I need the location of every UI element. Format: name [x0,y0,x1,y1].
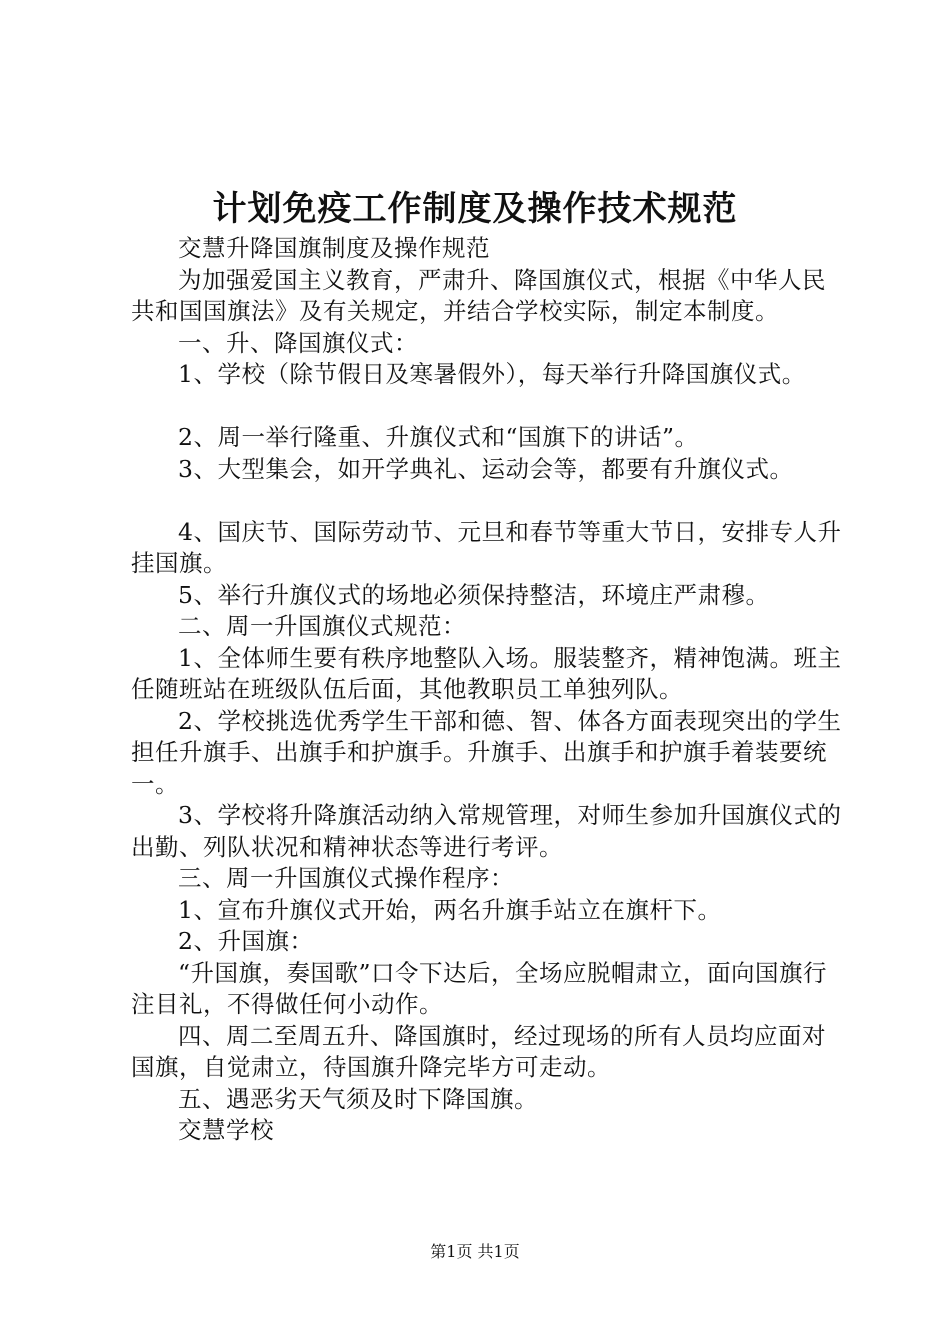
paragraph-item: 3、大型集会，如开学典礼、运动会等，都要有升旗仪式。 [178,454,794,483]
paragraph-item: 1、宣布升旗仪式开始，两名升旗手站立在旗杆下。 [178,895,722,924]
document-body [131,233,843,1147]
signature-school-name: 交慧学校 [178,1116,274,1144]
document-title: 计划免疫工作制度及操作技术规范 [212,189,738,229]
paragraph-item: 2、周一举行隆重、升旗仪式和“国旗下的讲话”。 [178,423,699,451]
paragraph-item: “升国旗，奏国歌”口令下达后，全场应脱帽肃立，面向国旗行注目礼，不得做任何小动作。 [131,958,828,1018]
paragraph-item: 1、学校（除节假日及寒暑假外），每天举行升降国旗仪式。 [178,360,806,388]
section-heading-3: 三、周一升国旗仪式操作程序： [178,864,514,892]
section-heading-1: 一、升、降国旗仪式： [178,328,418,357]
paragraph-subtitle: 交慧升降国旗制度及操作规范 [178,234,490,262]
paragraph-item: 5、举行升旗仪式的场地必须保持整洁，环境庄严肃穆。 [178,580,770,609]
paragraph-item: 4、国庆节、国际劳动节、元旦和春节等重大节日，安排专人升挂国旗。 [131,517,842,577]
blank-line [131,485,843,517]
paragraph-item: 1、全体师生要有秩序地整队入场。服装整齐，精神饱满。班主任随班站在班级队伍后面，其他教职员工单独列队。 [131,643,842,703]
paragraph-item: 2、升国旗： [178,927,314,955]
section-heading-4: 四、周二至周五升、降国旗时，经过现场的所有人员均应面对国旗，自觉肃立，待国旗升降完毕方可走动。 [131,1021,826,1081]
page-footer: 第1页 共1页 [430,1242,520,1261]
section-heading-2: 二、周一升国旗仪式规范： [178,612,466,640]
section-heading-5: 五、遇恶劣天气须及时下降国旗。 [178,1084,538,1113]
paragraph-item: 2、学校挑选优秀学生干部和德、智、体各方面表现突出的学生担任升旗手、出旗手和护旗手。升旗手、出旗手和护旗手着装要统一。 [131,706,842,798]
paragraph-intro: 为加强爱国主义教育，严肃升、降国旗仪式，根据《中华人民共和国国旗法》及有关规定，并结合学校实际，制定本制度。 [131,265,826,325]
blank-line [131,391,843,423]
paragraph-item: 3、学校将升降旗活动纳入常规管理，对师生参加升国旗仪式的出勤、列队状况和精神状态等进行考评。 [131,801,842,861]
